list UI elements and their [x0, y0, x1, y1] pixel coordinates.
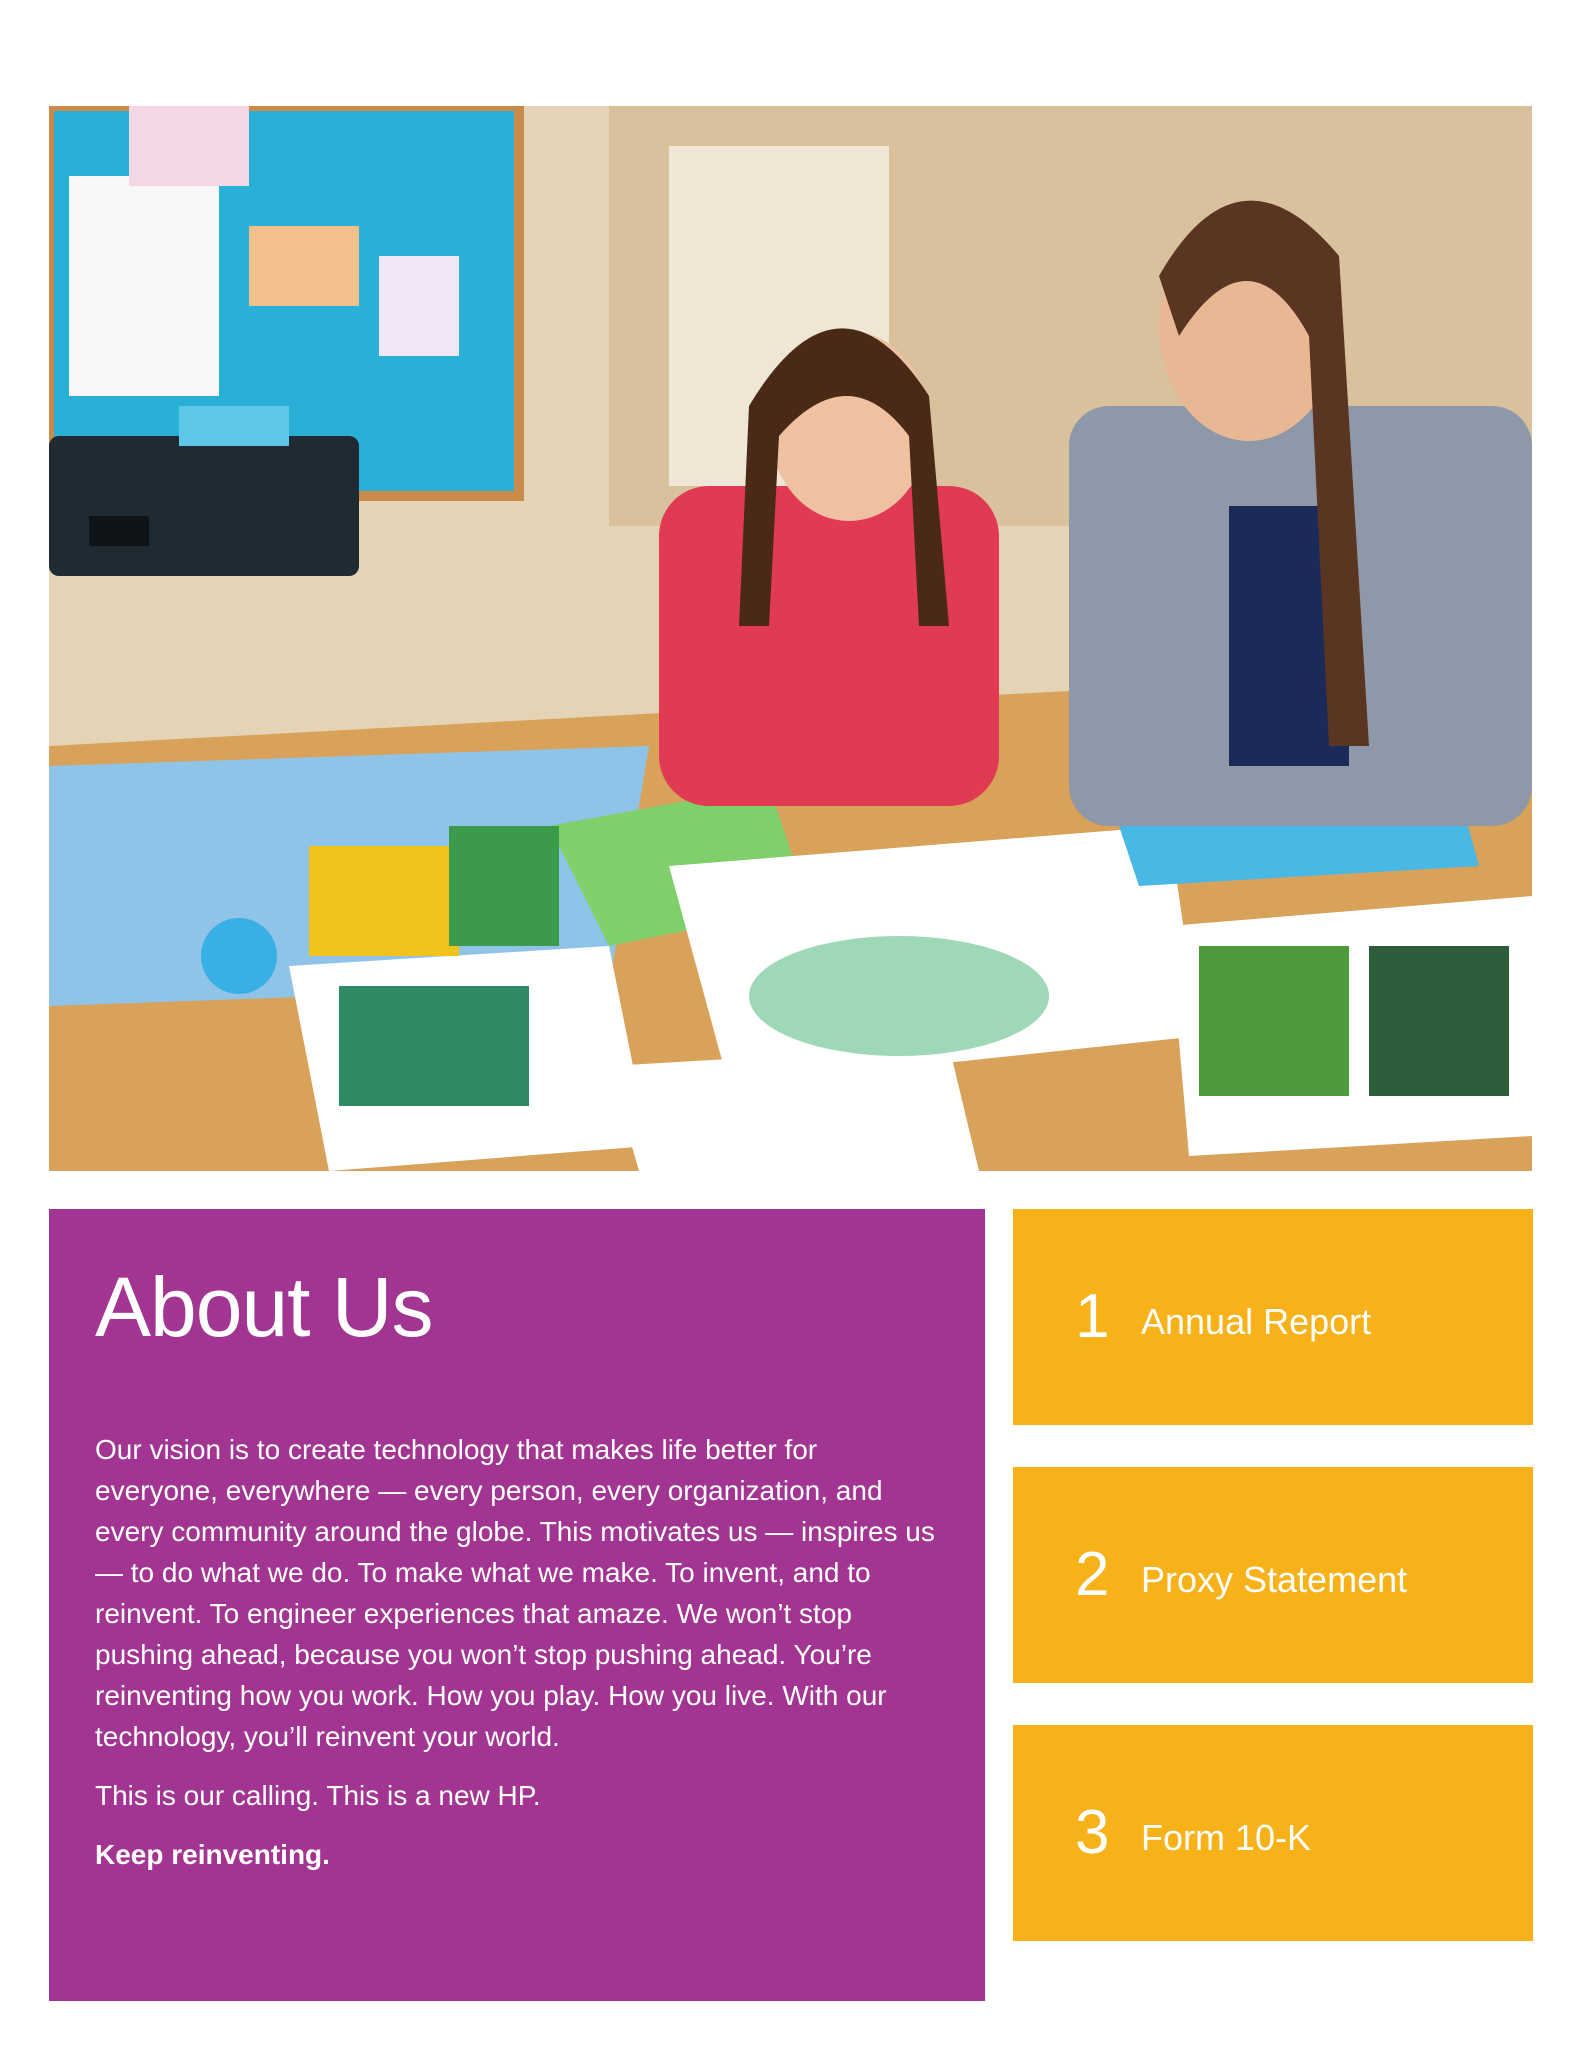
document-label: Proxy Statement — [1141, 1559, 1408, 1600]
document-number: 1 — [1075, 1282, 1110, 1351]
document-link-annual-report[interactable] — [1013, 1209, 1533, 1425]
document-link-proxy-statement[interactable] — [1013, 1467, 1533, 1683]
document-number: 2 — [1075, 1540, 1110, 1609]
document-label: Annual Report — [1141, 1301, 1372, 1342]
about-paragraph-vision: Our vision is to create technology that makes life better for everyone, everywhere — every person, every organization, and every community around the globe. This motivates us — inspires us — to do what we do. To make what we make. To invent, and to reinvent. To engineer experiences that amaze. We won’t stop pushing ahead, because you won’t stop pushing ahead. You’re reinventing how you work. How you play. How you live. With our technology, you’ll reinvent your world. — [95, 1434, 935, 1752]
hero-photo — [49, 106, 1532, 1171]
document-number: 3 — [1075, 1798, 1110, 1867]
hero-illustration — [49, 106, 1532, 1171]
document-link-form-10k[interactable] — [1013, 1725, 1533, 1941]
about-panel — [49, 1209, 985, 2001]
about-paragraph-calling: This is our calling. This is a new HP. — [95, 1780, 541, 1811]
document-label: Form 10-K — [1141, 1817, 1312, 1858]
about-title: About Us — [95, 1260, 433, 1354]
about-closing: Keep reinventing. — [95, 1839, 330, 1870]
